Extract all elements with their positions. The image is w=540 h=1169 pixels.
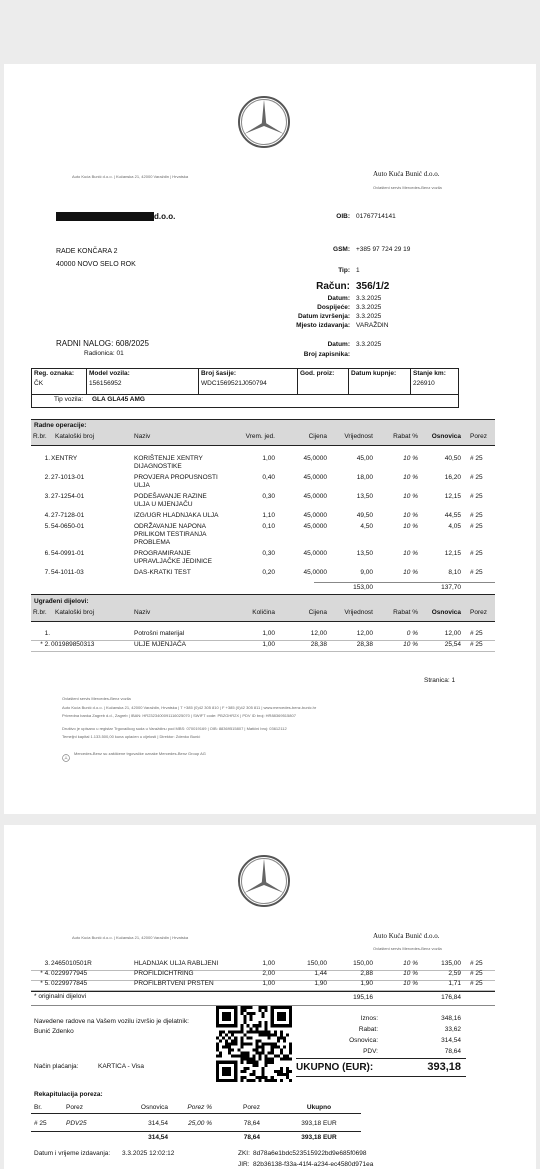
item-name: UPRAVLJAČKE JEDINICE <box>134 558 212 565</box>
base-amount: 2,59 <box>448 970 461 977</box>
tip-vozila-value: GLA GLA45 AMG <box>92 396 145 403</box>
column-header-osnovica: Osnovica <box>431 609 461 616</box>
item-name: PROFILBRTVENI PRSTEN <box>134 980 214 987</box>
discount: 10 % <box>403 455 418 462</box>
discount: 10 % <box>403 474 418 481</box>
price: 12,00 <box>310 630 327 637</box>
value: 49,50 <box>356 512 373 519</box>
mercedes-small-star-icon <box>62 750 70 758</box>
discount: 10 % <box>403 493 418 500</box>
catalog-number: 27-1254-01 <box>51 493 85 500</box>
kupnja-label: Datum kupnje: <box>351 370 397 377</box>
rekap-header-ukupno: Ukupno <box>306 1104 332 1111</box>
performed-name: Bunić Zdenko <box>34 1028 74 1035</box>
parts-total-vrijednost: 195,16 <box>353 994 373 1001</box>
invoice-page-2 <box>4 825 536 1169</box>
catalog-number: 54-0991-01 <box>51 550 85 557</box>
row-number: 3. <box>44 960 50 967</box>
tax-code: # 25 <box>470 980 483 987</box>
datum2-value: 3.3.2025 <box>356 341 382 348</box>
oib-value: 01767714141 <box>356 213 396 220</box>
ops-total-vrijednost: 153,00 <box>353 584 373 591</box>
parts-total-osnovica: 176,84 <box>441 994 461 1001</box>
value: 4,50 <box>360 523 373 530</box>
item-name: PRILIKOM TESTIRANJA <box>134 531 207 538</box>
jir-label: JIR: <box>238 1161 250 1168</box>
column-header-rabat: Rabat % <box>393 609 418 616</box>
base-amount: 16,20 <box>444 474 461 481</box>
tax-code: # 25 <box>470 523 483 530</box>
footer-trademark: Mercedes-Benz su zaštićene trgovačke oznake Mercedes-Benz Group AG <box>74 751 206 756</box>
footer-line-5: Temeljni kapital 1.133.500,00 kuna uplaćen u cijelosti | Direktor: Zdenko Bunić <box>62 734 201 739</box>
oib-label: OIB: <box>336 213 350 220</box>
rabat-label: Rabat: <box>358 1026 378 1033</box>
row-number: * 4. <box>40 970 50 977</box>
datum-value: 3.3.2025 <box>356 295 382 302</box>
price: 45,0000 <box>303 455 327 462</box>
mjesto-value: VARAŽDIN <box>356 322 389 329</box>
item-name: KORIŠTENJE XENTRY <box>134 455 203 462</box>
rekap-header-porez: Porez <box>66 1104 83 1111</box>
row-number: 1. <box>44 630 50 637</box>
discount: 0 % <box>406 630 418 637</box>
item-name: HLADNJAK ULJA RABLJENI <box>134 960 219 967</box>
discount: 10 % <box>403 569 418 576</box>
rekap-porez: PDV25 <box>66 1120 87 1127</box>
jir-value: 82b36138-f33a-41f4-a234-ec4580d971ea <box>253 1161 374 1168</box>
base-amount: 135,00 <box>441 960 461 967</box>
osnovica-label: Osnovica: <box>349 1037 378 1044</box>
discount: 10 % <box>403 550 418 557</box>
item-name: PROBLEMA <box>134 539 171 546</box>
catalog-number: 27-1013-01 <box>51 474 85 481</box>
page-number: Stranica: 1 <box>424 677 456 684</box>
time-units: 1,10 <box>262 512 275 519</box>
zki-value: 8d78a6e1bdc523515922bd9e685f0698 <box>253 1150 367 1157</box>
row-number: 3. <box>44 493 50 500</box>
zapisnik-label: Broj zapisnika: <box>303 351 350 358</box>
time-units: 1,00 <box>262 455 275 462</box>
reg-label: Reg. oznaka: <box>34 370 75 377</box>
column-header-kat: Kataloški broj <box>55 433 95 440</box>
iznos-value: 348,16 <box>441 1015 461 1022</box>
base-amount: 8,10 <box>448 569 461 576</box>
item-name: ULJA U MJENJAČU <box>134 501 193 508</box>
column-header-porez: Porez <box>470 609 487 616</box>
header-address: Auto Kuća Bunić d.o.o. | Kučanska 21, 42000 Varaždin | Hrvatska <box>72 174 189 179</box>
gsm-label: GSM: <box>333 246 350 253</box>
original-note: * originalni dijelovi <box>34 993 87 1000</box>
column-header-vrijednost: Vrijednost <box>344 609 373 616</box>
discount: 10 % <box>403 523 418 530</box>
value: 13,50 <box>356 550 373 557</box>
customer-city: 40000 NOVO SELO ROK <box>56 261 136 268</box>
time-units: 0,20 <box>262 569 275 576</box>
quantity: 1,00 <box>262 960 275 967</box>
row-number: 5. <box>44 523 50 530</box>
value: 2,88 <box>360 970 373 977</box>
quantity: 1,00 <box>262 980 275 987</box>
price: 45,0000 <box>303 493 327 500</box>
rekap-header-iznos: Porez <box>243 1104 260 1111</box>
iznos-label: Iznos: <box>360 1015 378 1022</box>
fiscal-qr-code <box>216 1006 292 1082</box>
price: 1,90 <box>314 980 327 987</box>
km-value: 226910 <box>413 380 435 387</box>
pdv-value: 78,64 <box>444 1048 461 1055</box>
racun-label: Račun: <box>316 281 350 292</box>
datum-label: Datum: <box>327 295 350 302</box>
discount: 10 % <box>403 970 418 977</box>
ukupno-value: 393,18 <box>427 1061 461 1073</box>
value: 1,90 <box>360 980 373 987</box>
rekap-header-postotak: Porez % <box>187 1104 212 1111</box>
row-number: 4. <box>44 512 50 519</box>
item-name: ODRŽAVANJE NAPONA <box>134 523 206 530</box>
base-amount: 25,54 <box>444 641 461 648</box>
brand-subtitle: Ovlašteni servis Mercedes-Benz vozila <box>373 185 442 190</box>
item-name: PROVJERA PROPUSNOSTI <box>134 474 218 481</box>
value: 12,00 <box>356 630 373 637</box>
tax-code: # 25 <box>470 569 483 576</box>
header-address: Auto Kuća Bunić d.o.o. | Kučanska 21, 42000 Varaždin | Hrvatska <box>72 935 189 940</box>
model-label: Model vozila: <box>89 370 130 377</box>
time-units: 0,10 <box>262 523 275 530</box>
tip-label: Tip: <box>338 267 350 274</box>
km-label: Stanje km: <box>413 370 446 377</box>
tax-code: # 25 <box>470 493 483 500</box>
brand-name: Auto Kuća Bunić d.o.o. <box>373 932 440 940</box>
parts-title: Ugrađeni dijelovi: <box>34 598 89 605</box>
datum2-label: Datum: <box>327 341 350 348</box>
column-header-rb: R.br. <box>33 609 47 616</box>
pdv-label: PDV: <box>363 1048 378 1055</box>
racun-value: 356/1/2 <box>356 281 390 292</box>
radni-nalog: RADNI NALOG: 608/2025 <box>56 339 149 348</box>
tax-code: # 25 <box>470 455 483 462</box>
column-header-osnovica: Osnovica <box>431 433 461 440</box>
footer-line-4: Društvo je upisano u registar Trgovačkog suda u Varaždinu pod MBS: 070019169 | OIB: 88369515807 | Matični broj: 03612112 <box>62 726 287 731</box>
mercedes-star-logo-icon <box>236 94 292 150</box>
tip-vozila-label: Tip vozila: <box>54 396 84 403</box>
dospijece-value: 3.3.2025 <box>356 304 382 311</box>
mercedes-star-logo-icon <box>236 853 292 909</box>
value: 13,50 <box>356 493 373 500</box>
item-name: PROGRAMIRANJE <box>134 550 191 557</box>
price: 45,0000 <box>303 550 327 557</box>
performed-text: Navedene radove na Vašem vozilu izvršio je djelatnik: <box>34 1018 189 1025</box>
brand-name: Auto Kuća Bunić d.o.o. <box>373 170 440 178</box>
redacted-name <box>56 212 154 221</box>
quantity: 1,00 <box>262 641 275 648</box>
value: 9,00 <box>360 569 373 576</box>
row-number: 2. <box>44 474 50 481</box>
discount: 10 % <box>403 980 418 987</box>
item-name: ULJA <box>134 482 150 489</box>
model-value: 156156952 <box>89 380 122 387</box>
column-header-kat: Kataloški broj <box>55 609 95 616</box>
tax-code: # 25 <box>470 474 483 481</box>
catalog-number: 54-0650-01 <box>51 523 85 530</box>
price: 45,0000 <box>303 523 327 530</box>
rekap-ukupno: 393,18 EUR <box>301 1120 337 1127</box>
column-header-naziv: Naziv <box>134 609 151 616</box>
placanje-value: KARTICA - Visa <box>98 1063 144 1070</box>
radionica: Radionica: 01 <box>84 350 124 357</box>
base-amount: 44,55 <box>444 512 461 519</box>
tax-code: # 25 <box>470 960 483 967</box>
catalog-number: 0229977845 <box>51 980 88 987</box>
customer-name-suffix: d.o.o. <box>154 212 176 221</box>
price: 45,0000 <box>303 569 327 576</box>
column-header-qty: Vrem. jed. <box>245 433 275 440</box>
placanje-label: Način plaćanja: <box>34 1063 79 1070</box>
row-number: 7. <box>44 569 50 576</box>
discount: 10 % <box>403 512 418 519</box>
dospijece-label: Dospijeće: <box>317 304 350 311</box>
gsm-value: +385 97 724 29 19 <box>356 246 411 253</box>
value: 18,00 <box>356 474 373 481</box>
base-amount: 12,15 <box>444 550 461 557</box>
column-header-rb: R.br. <box>33 433 47 440</box>
footer-line-2: Auto Kuća Bunić d.o.o. | Kučanska 21, 42000 Varaždin, Hrvatska | T +385 (0)42 305 810 | F +385 (0)42 305 811 | www.mercedes-benz-bunic.hr <box>62 705 317 710</box>
row-number: * 2. <box>40 641 50 648</box>
column-header-vrijednost: Vrijednost <box>344 433 373 440</box>
value: 150,00 <box>353 960 373 967</box>
item-name: DAS-KRATKI TEST <box>134 569 191 576</box>
column-header-porez: Porez <box>470 433 487 440</box>
item-name: Potrošni materijal <box>134 630 185 637</box>
row-number: * 5. <box>40 980 50 987</box>
catalog-number: XENTRY <box>51 455 78 462</box>
time-units: 0,30 <box>262 550 275 557</box>
catalog-number: 27-7128-01 <box>51 512 85 519</box>
sasija-label: Broj šasije: <box>201 370 237 377</box>
rekap-header-br: Br. <box>34 1104 42 1111</box>
rekap-iznos: 78,64 <box>243 1120 260 1127</box>
time-units: 0,40 <box>262 474 275 481</box>
rabat-value: 33,62 <box>444 1026 461 1033</box>
ops-total-osnovica: 137,70 <box>441 584 461 591</box>
osnovica-value: 314,54 <box>441 1037 461 1044</box>
quantity: 1,00 <box>262 630 275 637</box>
column-header-naziv: Naziv <box>134 433 151 440</box>
tax-code: # 25 <box>470 550 483 557</box>
ukupno-label: UKUPNO (EUR): <box>296 1062 374 1073</box>
column-header-cijena: Cijena <box>308 609 327 616</box>
catalog-number: 001989850313 <box>51 641 95 648</box>
base-amount: 12,15 <box>444 493 461 500</box>
rekap-total-ukupno: 393,18 EUR <box>301 1134 337 1141</box>
tax-code: # 25 <box>470 970 483 977</box>
base-amount: 12,00 <box>444 630 461 637</box>
item-name: DIJAGNOSTIKE <box>134 463 182 470</box>
row-number: 6. <box>44 550 50 557</box>
tax-code: # 25 <box>470 630 483 637</box>
tip-value: 1 <box>356 267 360 274</box>
ops-title: Radne operacije: <box>34 422 87 429</box>
footer-line-1: Ovlašteni servis Mercedes-Benz vozila <box>62 696 131 701</box>
datum-izvrsenja-label: Datum izvršenja: <box>297 313 350 320</box>
base-amount: 4,05 <box>448 523 461 530</box>
rekap-postotak: 25,00 % <box>188 1120 212 1127</box>
value: 45,00 <box>356 455 373 462</box>
rekap-total-osnovica: 314,54 <box>148 1134 168 1141</box>
row-divider <box>31 651 495 652</box>
base-amount: 1,71 <box>448 980 461 987</box>
mjesto-label: Mjesto izdavanja: <box>296 322 350 329</box>
value: 28,38 <box>356 641 373 648</box>
catalog-number: 54-1011-03 <box>51 569 84 576</box>
item-name: PROFILDICHTRING <box>134 970 194 977</box>
column-header-qty: Količina <box>252 609 275 616</box>
rekap-title: Rekapitulacija poreza: <box>34 1091 103 1098</box>
price: 1,44 <box>314 970 327 977</box>
tax-code: # 25 <box>470 641 483 648</box>
price: 45,0000 <box>303 474 327 481</box>
catalog-number: 0229977945 <box>51 970 88 977</box>
zki-label: ZKI: <box>238 1150 250 1157</box>
reg-value: ČK <box>34 380 44 387</box>
customer-street: RADE KONČARA 2 <box>56 248 118 255</box>
datum-izvrsenja-value: 3.3.2025 <box>356 313 382 320</box>
column-header-rabat: Rabat % <box>393 433 418 440</box>
base-amount: 40,50 <box>444 455 461 462</box>
rekap-header-osnovica: Osnovica <box>140 1104 168 1111</box>
rekap-osnovica: 314,54 <box>148 1120 168 1127</box>
discount: 10 % <box>403 641 418 648</box>
catalog-number: 2465010501R <box>51 960 92 967</box>
rekap-total-iznos: 78,64 <box>243 1134 260 1141</box>
invoice-page-1 <box>4 64 536 814</box>
discount: 10 % <box>403 960 418 967</box>
time-units: 0,30 <box>262 493 275 500</box>
god-label: God. proiz: <box>300 370 335 377</box>
tax-code: # 25 <box>470 512 483 519</box>
sasija-value: WDC1569521J050794 <box>201 380 267 387</box>
row-number: 1. <box>44 455 50 462</box>
datum-vrijeme-label: Datum i vrijeme izdavanja: <box>34 1150 111 1157</box>
footer-line-3: Privredna banka Zagreb d.d., Zagreb | IBAN: HR2323400091116025070 | SWIFT code: PBZGHR2X | PDV ID broj: HR88369515807 <box>62 713 296 718</box>
item-name: PODEŠAVANJE RAZINE <box>134 493 207 500</box>
quantity: 2,00 <box>262 970 275 977</box>
column-header-cijena: Cijena <box>308 433 327 440</box>
brand-subtitle: Ovlašteni servis Mercedes-Benz vozila <box>373 946 442 951</box>
price: 45,0000 <box>303 512 327 519</box>
item-name: ULJE MJENJAČA <box>134 641 187 648</box>
price: 150,00 <box>307 960 327 967</box>
rekap-br: # 25 <box>34 1120 47 1127</box>
item-name: IZG/UGR HLADNJAKA ULJA <box>134 512 219 519</box>
datum-vrijeme-value: 3.3.2025 12:02:12 <box>122 1150 175 1157</box>
price: 28,38 <box>310 641 327 648</box>
